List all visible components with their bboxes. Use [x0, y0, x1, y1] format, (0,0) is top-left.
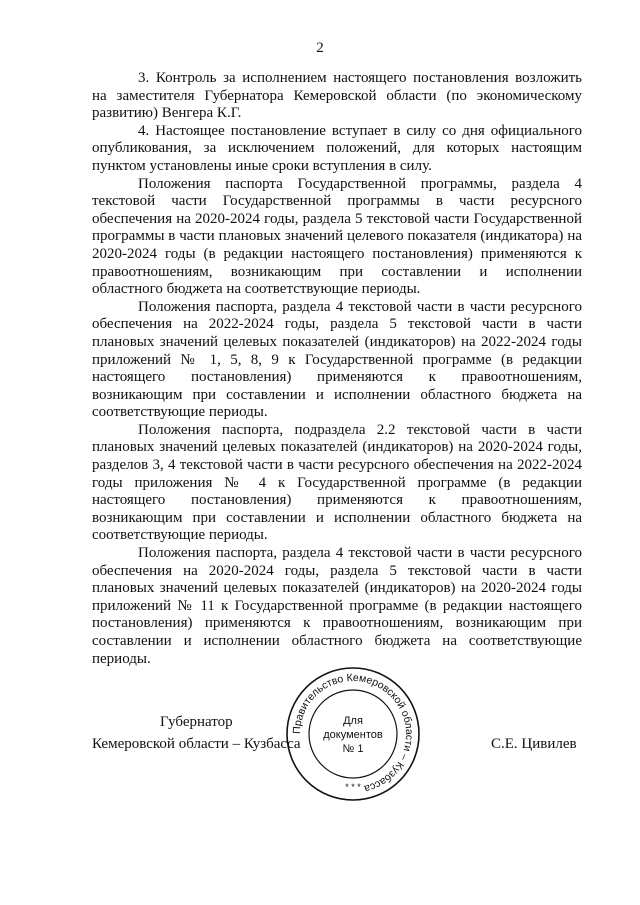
stamp-seal-icon [283, 664, 423, 804]
signer-position: Губернатор [160, 714, 233, 730]
stamp-ring-text: Правительство Кемеровской области – Кузбасса [290, 671, 416, 795]
paragraph-item-3: 3. Контроль за исполнением настоящего постановления возложить на заместителя Губернатора Кемеровской области (по экономическому развитию) Венгера К.Г. [92, 70, 582, 122]
official-stamp [283, 664, 423, 804]
paragraph-passport-program: Положения паспорта Государственной программы, раздела 4 текстовой части Государственной программы в части ресурсного обеспечения на 2020-2024 годы, раздела 5 текстовой части Государственной программы в части плановых значений целевого показателя (индикатора) на 2020-2024 годы (в редакции настоящего постановления) применяются к правоотношениям, возникающим при составлении и исполнении областного бюджета на соответствующие периоды. [92, 175, 582, 298]
document-body [92, 70, 582, 668]
paragraph-item-4: 4. Настоящее постановление вступает в силу со дня официального опубликования, за исключением положений, для которых настоящим пунктом установлены иные сроки вступления в силу. [92, 122, 582, 174]
stamp-center-line3: № 1 [342, 743, 364, 755]
stamp-center-line1: Для [343, 715, 363, 727]
signer-name: С.Е. Цивилев [491, 736, 577, 752]
stamp-stars: * * * [345, 782, 361, 792]
stamp-center-line2: документов [323, 729, 383, 741]
paragraph-appendices-1-5-8-9: Положения паспорта, раздела 4 текстовой части в части ресурсного обеспечения на 2022-2024 годы, раздела 5 текстовой части в части плановых значений целевых показателей (индикаторов) на 2022-2024 годы приложений № 1, 5, 8, 9 к Государственной программе (в редакции настоящего постановления) применяются к правоотношениям, возникающим при составлении и исполнении областного бюджета на соответствующие периоды. [92, 298, 582, 421]
paragraph-appendix-4: Положения паспорта, подраздела 2.2 текстовой части в части плановых значений целевых показателей (индикаторов) на 2020-2024 годы, разделов 3, 4 текстовой части в части ресурсного обеспечения на 2022-2024 годы приложения № 4 к Государственной программе (в редакции настоящего постановления) применяются к правоотношениям, возникающим при составлении и исполнении областного бюджета на соответствующие периоды. [92, 421, 582, 544]
signer-region: Кемеровской области – Кузбасса [92, 736, 301, 752]
page-number: 2 [316, 40, 324, 56]
paragraph-appendix-11: Положения паспорта, раздела 4 текстовой части в части ресурсного обеспечения на 2020-2024 годы, раздела 5 текстовой части в части плановых значений целевых показателей (индикаторов) на 2020-2024 годы приложений № 11 к Государственной программе (в редакции настоящего постановления) применяются к правоотношениям, возникающим при составлении и исполнении областного бюджета на соответствующие периоды. [92, 545, 582, 667]
